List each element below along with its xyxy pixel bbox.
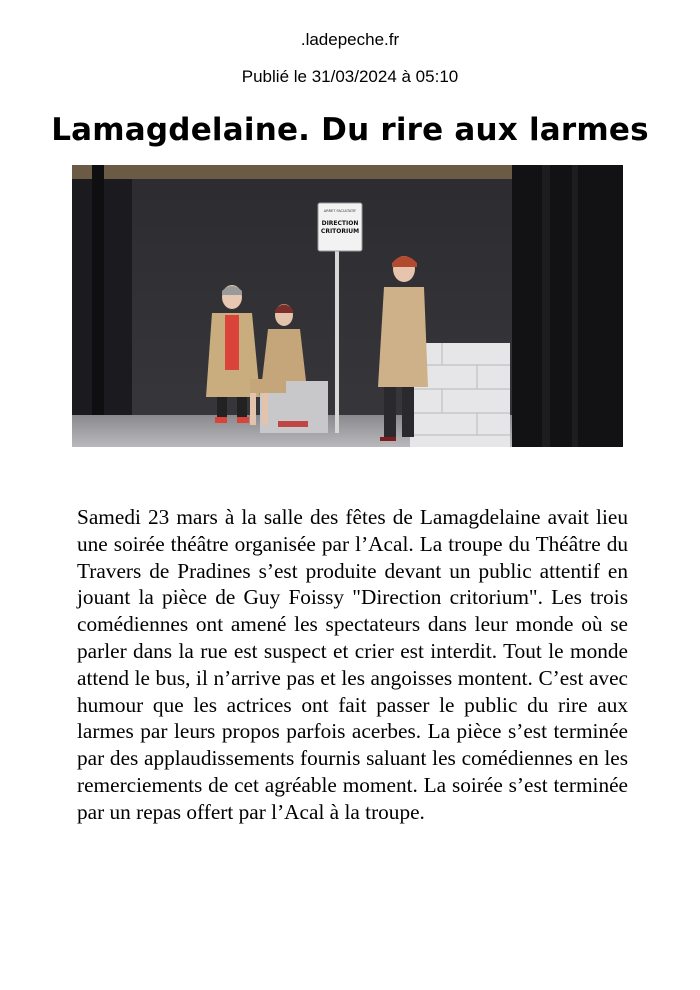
article-paragraph: Samedi 23 mars à la salle des fêtes de Lamagdelaine avait lieu une soirée théâtre organisée par l’Acal. La troupe du Théâtre du Travers de Pradines s’est produite devant un public attentif en jouant la pièce de Guy Foissy "Direction critorium". Les trois comédiennes ont amené les spectateurs dans leur monde où se parler dans la rue est suspect et crier est interdit. Tout le monde attend le bus, il n’arrive pas et les angoisses montent. C’est avec humour que les actrices ont fait passer le public du rire aux larmes par leurs propos parfois acerbes. La pièce s’est terminée par des applaudissements fournis saluant les comédiennes en les remerciements de cet agréable moment. La soirée s’est terminée par un repas offert par l’Acal à la troupe. [77,505,628,824]
publication-date: Publié le 31/03/2024 à 05:10 [241,67,459,86]
bus-stop-sign [318,203,362,251]
article-body [77,504,628,826]
sign-top-text: ARRET FACULTATIF [323,209,357,213]
source-site: .ladepeche.fr [300,30,400,49]
article-photo [72,165,623,447]
article-title: Lamagdelaine. Du rire aux larmes [51,112,649,148]
sign-line2-text: CRITORIUM [320,228,360,235]
sign-line1-text: DIRECTION [321,220,359,227]
